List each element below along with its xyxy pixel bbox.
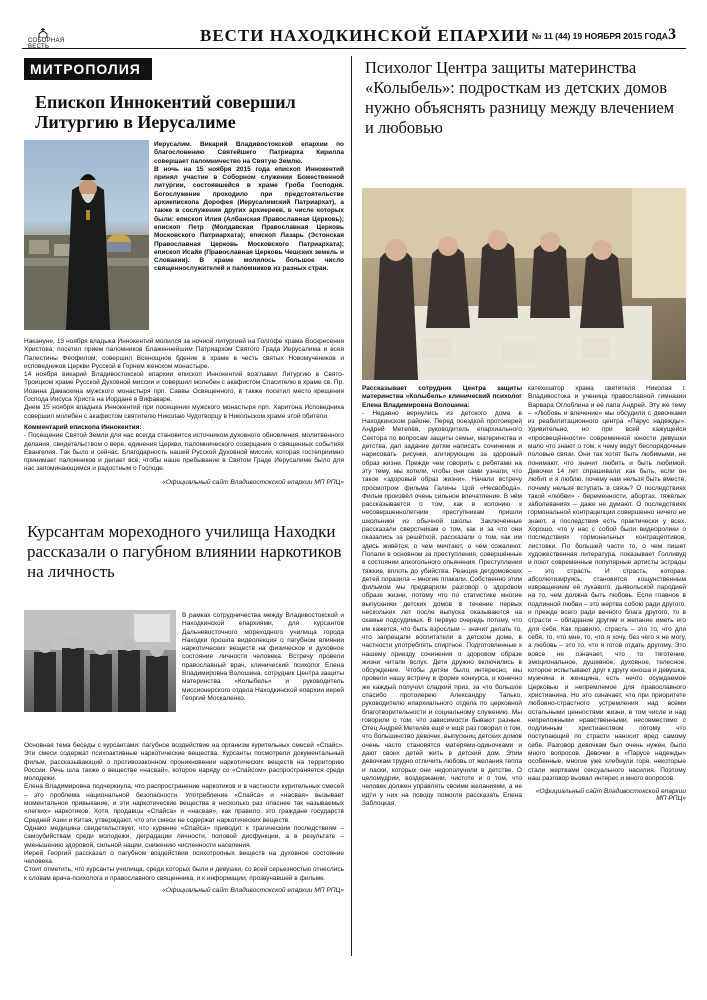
article2-text: катехизатор храма святителя Николая г. Владивостока и ученица православной гимназии Варвара Оглоблина и её папа Андрей. Эту же тему – «Любовь и влечение» мы обсудили с девочками из реабилитационного центра «Парус надежды». Удивительно, но при всей кажущейся «просвещённости» современной юности девушки мало что знают о том, к чему ведут беспорядочные половые связи. Они так хотят быть любимыми, не понимают, что значит любить и быть любимой. Девочки 14 лет спрашивали: как быть, если он любит и я люблю, почему нам нельзя быть вместе, почему нельзя вступать в связь? О последствиях такой «любви» - беременности, абортах, тяжёлых заболеваниях – даже не думают. О последствиях гормональной контрацепции совершенно ничего не знают, а последствия есть практически у всех. Хорошо, что у нас с собой были видеоролики о последствиях гормональных контрацептивов, листовки. По большей части то, о чем пишет художественная литература, показывает Голливуд и поют современные популярные артисты эстрады – это страсть. И страсть, которая, абсолютизируясь, становится кощунственным извращением её лукавого, дьявольской пародией на то, чем должна быть любовь. Если главное в подлинной любви – это жертва собою ради другого, и прежде всего ради вечного блага другого, то в страсти – обладание другим и желание иметь его для себя. Как правило, страсть – это то, что для себя, то, что мне, то, что я хочу, без чего я не могу, а любовь – это то, что я готов отдать другому. Это вовсе не означает, что то тяготение, эмоциональное, душевное, духовное, телесное, которое испытывают друг к другу юноша и девушка, мужчина и женщина, есть нечто осуждаемое Церковью и непремлемое для православного христианина. Но это означает, что при приоритете любовно-страстного устремления над всеми остальными ценностями жизни, в том числе и над непреложными нравственными, несовместимо с подлинным христианством потому что поступающий по страсти наносит вред самому себе. Разговор девочкам был очень нужен, было много вопросов. Девочки в «Парусе надежды» особенные, многие уже хлебнули горя, некоторые стали жертвами сексуального насилия. Поэтому наш разговор вызвал интерес и много вопросов.: [528, 385, 686, 782]
photo-caption: Рассказывает сотрудник Центра защиты материнства «Колыбель» клинический психолог Елена Владимировна Волошина:: [362, 385, 522, 409]
issue-info: № 11 (44) 19 НОЯБРЯ 2015 ГОДА: [532, 31, 668, 41]
article1-lead-block: [154, 141, 344, 274]
article3-paragraph: Основная тема беседы с курсантами: пагубное воздействие на организм курительных смесей «Спайс». Эти смеси содержат психоактивные наркотические вещества. Курсанты посмотрели документальный фильм, рассказывающий о противозаконном проникновении наркотических веществ на территорию России. Речь шла также о веществе «насвай», которое наряду со «Спайсом» распространяется среди молодежи.: [24, 742, 344, 783]
article1-source: «Официальный сайт Владивостокской епархии МП РПЦ»: [162, 478, 344, 486]
masthead: [22, 24, 686, 49]
children-photo: [362, 188, 686, 380]
article3-paragraph: В рамках сотрудничества между Владивостокской и Находкинской епархиями, для курсантов Дальневосточного мореходного училища города Находки прошла видеолекция о пагубном влиянии наркотических веществ на физическое и духовное состояние личности человека. Встречу провели православный врач, клинический психолог Елена Владимировна Волошина, сотрудник Центра защиты материнства «Колыбель» и руководитель миссионерского отдела Находкинской епархии иерей Георгий Москаленко.: [182, 612, 344, 702]
jerusalem-photo-illustration: [24, 140, 149, 330]
article3-paragraph: Иерей Георгий рассказал о пагубном воздействии психотропных веществ на духовное состояние человека.: [24, 849, 344, 866]
article3-paragraph: Елена Владимировна подчеркнула, что распространение наркотиков и в частности курительных смесей – это проблема национальной безопасности. Употребление «Спайса» и «насвая» вызывает моментальное привыкание, и эти наркотические вещества в несколько раз опаснее так называемых «легких» наркотиков. Хотя, продавцы «Спайса» и «насвая», как правило, это граждане государств Средней Азии и Китая, утверждают, что эти смеси не содержат наркотических веществ.: [24, 783, 344, 824]
cadets-photo: [24, 610, 176, 712]
cadets-photo-illustration: [24, 610, 176, 712]
article3-source: «Официальный сайт Владивостокской епархии МП РПЦ»: [162, 887, 344, 895]
article2-title: Психолог Центра защиты материнства «Колыбель»: подросткам из детских домов нужно объяснять разницу между влечением и любовью: [365, 58, 675, 137]
article1-paragraph: Днем 15 ноября владыка Иннокентий при посещении мужского монастыря прп. Харитона Исповедника совершил молебен с акафистом святителю Николаю Чудотворцу в Никольском храме этой обители.: [24, 404, 344, 420]
article1-title: Епископ Иннокентий совершил Литургию в Иерусалиме: [35, 92, 296, 132]
logo-text: СОБОРНАЯ ВЕСТЬ: [28, 38, 65, 50]
article1-paragraph: 14 ноября викарий Владивостокской епархии епископ Иннокентий возглавил Литургию в Свято-Троицком храме Русской Духовной миссии и совершил молебен с акафистом Спасителю в храме св. Пр. Иоанна Дамаскина мужского монастыря прп. Саввы Освященного, в также посетил место крещения Господа Иисуса Христа на Иордане в Вифаваре.: [24, 371, 344, 404]
article1-paragraph: В ночь на 15 ноября 2015 года епископ Иннокентий принял участие в Соборном служении Божественной литургии, состоявшейся в храме Гроба Господня. Богослужение проходило при предстоятельстве архиепископа Дорофея (Иерусалимский Патриархат), а также в сослужении других архиереев, в числе которых были: епископ Илия (Албанская Православная Церковь); епископ Петр (Молдавская Православная Церковь Московского Патриархата); епископ Лазарь (Эстонская Православная Церковь Московского Патриархата); епископ Исайя (Православная Церковь Чешских земель и Словакии). В храме молилось большое число священнослужителей и паломников из разных стран.: [154, 165, 344, 273]
article2-source: «Официальный сайт Владивостокской епархии МП РПЦ»: [535, 788, 686, 803]
newspaper-title: ВЕСТИ НАХОДКИНСКОЙ ЕПАРХИИ: [200, 26, 530, 45]
article1-paragraph: Накануне, 13 ноября владыка Иннокентий молился за ночной литургией на Голгофе храма Воскресения Христова; посетил прием паломников Блаженнейшим Патриархом Святого Града Иерусалима и всея Палестины Феофилом; совершил Всенощное бдение в храме в честь святых Новомучеников и исповедников Церкви Русской в Горнем женском монастыре.: [24, 338, 344, 370]
article3-paragraph: Стоит отметить, что курсанты училища, среди которых были и девушки, со всей серьезностью отнеслись к словам врача-психолога и православного священника, и к информации, прозвучавшей в фильме.: [24, 866, 344, 882]
article1-lead: Иерусалим. Викарий Владивостокской епархии по благословению Святейшего Патриарха Кирилла совершает паломничество на Святую Землю.: [154, 141, 344, 165]
article2-col1: [362, 385, 522, 808]
column-divider: [351, 56, 352, 956]
page-number: 3: [668, 26, 676, 43]
section-label: МИТРОПОЛИЯ: [24, 58, 152, 80]
article1-body: [24, 338, 344, 486]
article2-col2: [528, 385, 686, 802]
church-dome-icon: [36, 28, 50, 38]
bishop-photo: [24, 140, 149, 330]
article2-text: - Недавно вернулись из детского дома в Находкинском районе. Перед поездкой протоиерей Андрей Метелёв, руководитель епархиального Сектора по вопросам защиты семьи, материнства и детства, дал задание детям написать сочинение и нарисовать рисунки, агитирующие за здоровый образ жизни. Прежде чем говорить с ребятами на эту тему, мы хотели, чтобы они сами узнали, что такое «здоровый образ жизни». Начали встречу просмотром фильма Галины Цой «Несвобода». Фильм произвёл очень сильное впечатление. В нём рассказывается о том, как в колонию к несовершеннолетним преступникам пришли школьники из обычной школы. Заключённые рассказали сверстникам о том, как и за что они оказались за решёткой, рассказали о том, как им здесь живётся, о чем мечтают, о чём сожалеют. Попали в основном за преступления, совершённые в состоянии алкогольного опьянения. Преступления тяжкие, вплоть до убийства. Реакция детдомовских детей поразила – многие плакали. Собственно этим фильмом мы предварили разговор о здоровом образе жизни, потому что по статистике многие выпускники детских домов в течение первых нескольких лет после выпуска оказываются на скамье подсудимых. В первую очередь потому, что им кажется, что быть взрослым – значит делать то, что запрещали воспитатели в детском доме, в частности употреблять спиртное. Подготовленные к нашему приезду сочинения о здоровом образе жизни читали вслух. Дети дружно включились в обсуждение. Чтобы детям было интересно, мы провели нашу встречу в форме конкурса, и конечно же каждый получил сладкий приз, за что большое спасибо протоиерею Александру Талько, руководителю епархиального отдела по церковной благотворительности и социальному служению. Мы говорили о том, что зависимости бывают разные. Отец Андрей Метелёв ещё и ещё раз говорил о том, что большинство девочек, выпускниц детских домов очень часто становятся матерями-одиночками и дают своих детей жить в детский дом. Этим девочкам трудно отличить любовь от желания тепла и ласки, которых они недополучили в детстве. О целомудрии, воздержании, чистоте и о том, что человек должен управлять своими желаниями, а не идти у них на поводу помогли рассказать Елена Заблоцкая,: [362, 409, 522, 807]
article3-body: [24, 742, 344, 894]
logo: [22, 28, 65, 50]
article3-paragraph: Однако медицина свидетельствует, что курение «Спайса» приводит к трагическим последствиям – самоубийствам среди молодежи, деградации личности, половой дисфункции, а в результате – уменьшению здоровой, сильной нации, снижению численности населения.: [24, 824, 344, 849]
comment-text: - Посещение Святой Земли для нас всегда становится источником духовного обновления, молитвенного делания, свидетельством о вере, единения Церкви, паломнического созерцания о священных событиях Евангелия. Так было и сейчас. Благодарность нашей Русской Духовной миссии, которая гостеприимно принимает паломников и делает всё, чтобы наше пребывание в Святом Граде Иерусалиме было для нас запоминающимся и радостным о Господе.: [24, 432, 344, 473]
children-photo-illustration: [362, 188, 686, 380]
comment-heading: Комментарий епископа Иннокентия:: [24, 423, 142, 431]
article3-intro: [182, 612, 344, 703]
article3-title: Курсантам мореходного училища Находки рассказали о пагубном влиянии наркотиков на личность: [27, 522, 342, 581]
